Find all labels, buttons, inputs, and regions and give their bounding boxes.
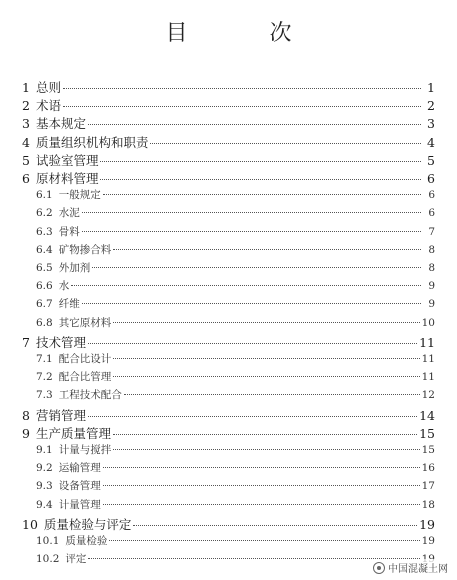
watermark: [370, 559, 451, 576]
toc-page-number: 19: [421, 535, 435, 547]
toc-chapter-entry[interactable]: [22, 169, 435, 187]
toc-leader-dots: [109, 540, 419, 541]
toc-entry-number: 5: [22, 152, 30, 168]
toc-page-number: 8: [428, 243, 435, 256]
toc-leader-dots: [92, 267, 421, 268]
toc-leader-dots: [100, 179, 421, 180]
toc-page-number: 6: [428, 189, 435, 202]
toc-leader-dots: [82, 231, 421, 232]
toc-entry-number: 9: [22, 425, 30, 441]
toc-page-number: 1: [427, 80, 435, 95]
toc-entry-number: 8: [22, 407, 30, 423]
toc-entry-number: 10.1: [36, 535, 60, 547]
toc-leader-dots: [150, 143, 421, 144]
toc-leader-dots: [88, 124, 421, 125]
toc-leader-dots: [100, 161, 421, 162]
toc-page-number: 15: [421, 444, 435, 456]
toc-chapter-entry[interactable]: [22, 406, 435, 424]
toc-section-entry[interactable]: [36, 224, 435, 242]
toc-entry-title: 营销管理: [35, 407, 86, 423]
toc-section-entry[interactable]: [36, 278, 435, 296]
toc-entry-number: 6.5: [36, 262, 53, 274]
toc-page-number: 5: [427, 152, 435, 168]
toc-entry-number: 7.1: [36, 353, 53, 365]
toc-leader-dots: [124, 394, 420, 395]
toc-leader-dots: [113, 322, 419, 323]
toc-entry-title: 配合比管理: [58, 371, 112, 384]
toc-entry-title: 骨料: [58, 225, 80, 238]
toc-entry-number: 6.7: [36, 298, 53, 311]
toc-page-number: 18: [421, 498, 435, 511]
toc-entry-title: 评定: [65, 553, 87, 566]
toc-leader-dots: [113, 449, 419, 450]
toc-entry-title: 质量检验: [65, 535, 108, 547]
toc-section-entry[interactable]: [36, 242, 435, 260]
toc-page-number: 15: [419, 425, 435, 441]
toc-page-number: 16: [421, 462, 435, 475]
toc-page-number: 11: [421, 353, 435, 365]
toc-entry-title: 纤维: [58, 298, 80, 311]
toc-entry-number: 10.2: [36, 553, 60, 566]
toc-leader-dots: [103, 485, 420, 486]
toc-page-number: 8: [428, 262, 435, 274]
toc-leader-dots: [133, 525, 417, 526]
toc-entry-number: 7.3: [36, 389, 53, 402]
toc-section-entry[interactable]: [36, 369, 435, 387]
toc-section-entry[interactable]: [36, 387, 435, 405]
toc-entry-title: 一般规定: [58, 189, 101, 202]
toc-entry-title: 外加剂: [58, 262, 91, 274]
toc-leader-dots: [63, 88, 421, 89]
toc-leader-dots: [103, 194, 421, 195]
toc-entry-number: 6: [22, 171, 30, 186]
toc-entry-title: 基本规定: [35, 116, 86, 132]
toc-entry-title: 质量检验与评定: [43, 516, 132, 532]
toc-leader-dots: [113, 249, 421, 250]
toc-page-number: 10: [421, 316, 435, 329]
toc-page-number: 11: [419, 334, 435, 350]
toc-chapter-entry[interactable]: [22, 96, 435, 114]
toc-leader-dots: [103, 504, 420, 505]
toc-leader-dots: [113, 358, 419, 359]
toc-section-entry[interactable]: [36, 296, 435, 314]
toc-leader-dots: [82, 212, 421, 213]
toc-entry-title: 计量管理: [58, 498, 101, 511]
toc-entry-title: 原材料管理: [35, 171, 99, 186]
toc-entry-title: 工程技术配合: [58, 389, 122, 402]
toc-leader-dots: [88, 416, 417, 417]
toc-chapter-entry[interactable]: [22, 78, 435, 96]
toc-entry-number: 10: [22, 516, 38, 532]
toc-entry-title: 矿物掺合料: [58, 243, 112, 256]
toc-entry-title: 试验室管理: [35, 152, 99, 168]
toc-leader-dots: [63, 106, 421, 107]
toc-leader-dots: [88, 343, 417, 344]
toc-leader-dots: [103, 467, 420, 468]
toc-page-number: 3: [427, 116, 435, 132]
toc-entry-number: 6.4: [36, 243, 53, 256]
toc-section-entry[interactable]: [36, 187, 435, 205]
toc-entry-number: 9.3: [36, 480, 53, 493]
toc-chapter-entry[interactable]: [22, 515, 435, 533]
toc-section-entry[interactable]: [36, 260, 435, 278]
toc-entry-number: 6.1: [36, 189, 53, 202]
toc-entry-number: 6.8: [36, 316, 53, 329]
toc-leader-dots: [113, 376, 419, 377]
toc-entry-title: 术语: [35, 98, 61, 114]
toc-page-number: 19: [419, 516, 435, 532]
toc-entry-title: 技术管理: [35, 334, 86, 350]
toc-section-entry[interactable]: [36, 460, 435, 478]
toc-entry-number: 2: [22, 98, 30, 114]
toc-entry-number: 9.4: [36, 498, 53, 511]
toc-section-entry[interactable]: [36, 533, 435, 551]
wechat-icon: [373, 562, 385, 574]
toc-section-entry[interactable]: [36, 497, 435, 515]
toc-chapter-entry[interactable]: [22, 424, 435, 442]
toc-entry-title: 质量组织机构和职责: [35, 134, 149, 150]
watermark-text: 中国混凝土网: [388, 564, 448, 575]
toc-entry-title: 计量与搅拌: [58, 444, 112, 456]
toc-page-number: 2: [427, 98, 435, 114]
toc-entry-number: 9.1: [36, 444, 53, 456]
toc-page-number: 6: [428, 207, 435, 220]
toc-leader-dots: [71, 285, 421, 286]
toc-entry-title: 水: [58, 280, 70, 293]
toc-section-entry[interactable]: [36, 205, 435, 223]
toc-chapter-entry[interactable]: [22, 133, 435, 151]
toc-entry-number: 7: [22, 334, 30, 350]
toc-chapter-entry[interactable]: [22, 151, 435, 169]
toc-title: 目 次: [165, 21, 322, 46]
toc-page-number: 4: [427, 134, 435, 150]
toc-entry-number: 1: [22, 80, 30, 95]
toc-entry-number: 6.3: [36, 225, 53, 238]
toc-page-number: 9: [428, 280, 435, 293]
toc-page-number: 7: [428, 225, 435, 238]
toc-entry-number: 3: [22, 116, 30, 132]
toc-entry-number: 9.2: [36, 462, 53, 475]
toc-section-entry[interactable]: [36, 478, 435, 496]
toc-page-number: 11: [421, 371, 435, 384]
toc-entry-title: 运输管理: [58, 462, 101, 475]
toc-entry-number: 4: [22, 134, 30, 150]
toc-chapter-entry[interactable]: [22, 333, 435, 351]
toc-entry-title: 总则: [35, 80, 61, 95]
toc-page-number: 9: [428, 298, 435, 311]
toc-page-number: 14: [419, 407, 435, 423]
toc-entry-number: 6.6: [36, 280, 53, 293]
toc-entry-title: 配合比设计: [58, 353, 112, 365]
toc-page-number: 17: [421, 480, 435, 493]
toc-page-number: 6: [427, 171, 435, 186]
toc-entry-title: 其它原材料: [58, 316, 112, 329]
toc-entry-title: 水泥: [58, 207, 80, 220]
toc-leader-dots: [113, 434, 417, 435]
toc-page-number: 12: [421, 389, 435, 402]
toc-section-entry[interactable]: [36, 351, 435, 369]
toc-entry-number: 7.2: [36, 371, 53, 384]
toc-leader-dots: [82, 303, 421, 304]
toc-entry-title: 生产质量管理: [35, 425, 111, 441]
toc-entry-title: 设备管理: [58, 480, 101, 493]
toc-entry-number: 6.2: [36, 207, 53, 220]
toc-section-entry[interactable]: [36, 442, 435, 460]
toc-section-entry[interactable]: [36, 315, 435, 333]
toc-chapter-entry[interactable]: [22, 114, 435, 132]
